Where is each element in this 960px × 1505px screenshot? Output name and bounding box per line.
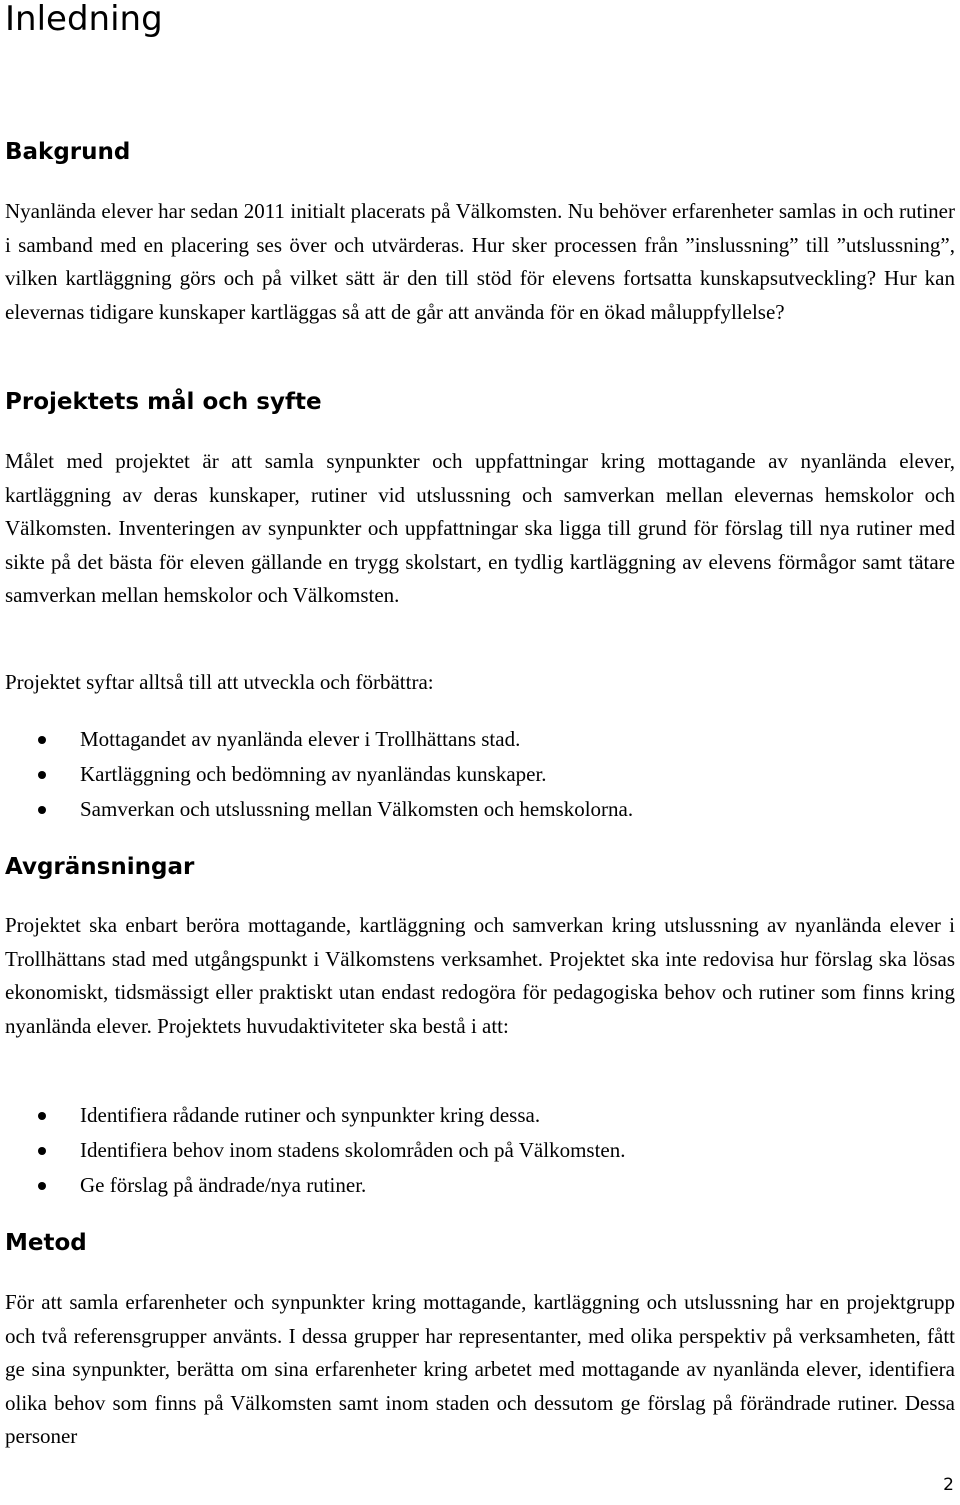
paragraph-metod: För att samla erfarenheter och synpunkter kring mottagande, kartläggning och utslussning har en projektgrupp och två referensgrupper använts. I dessa grupper har representanter, med olika perspektiv på verksamheten, fått ge sina synpunkter, berätta om sina erfarenheter kring arbetet med mottagande av nyanlända elever, identifiera olika behov som finns på Välkomsten samt inom staden och dessutom ge förslag på förändrade rutiner. Dessa personer — [5, 1290, 955, 1448]
paragraph-avgransningar: Projektet ska enbart beröra mottagande, kartläggning och samverkan kring utslussning av nyanlända elever i Trollhättans stad med utgångspunkt i Välkomstens verksamhet. Projektet ska inte redovisa hur förslag ska lösas ekonomiskt, tidsmässigt eller praktiskt utan endast redogöra för pedagogiska behov och rutiner som finns kring nyanlända elever. Projektets huvudaktiviteter ska bestå i att: — [5, 913, 955, 1038]
section-heading-avgransningar: Avgränsningar — [5, 854, 195, 880]
bullet-icon — [38, 1112, 46, 1120]
list-item: Identifiera rådande rutiner och synpunkter kring dessa. — [0, 1098, 950, 1133]
list-item: Kartläggning och bedömning av nyanländas kunskaper. — [0, 757, 950, 792]
list-item: Ge förslag på ändrade/nya rutiner. — [0, 1168, 950, 1203]
page-title: Inledning — [5, 0, 163, 39]
paragraph-bakgrund: Nyanlända elever har sedan 2011 initialt placerats på Välkomsten. Nu behöver erfarenheter samlas in och rutiner i samband med en placering ses över och utvärderas. Hur sker processen från ”inslussning” till ”utslussning”, vilken kartläggning görs och på vilket sätt är den till stöd för elevens fortsatta kunskapsutveckling? Hur kan elevernas tidigare kunskaper kartläggas så att de går att använda för en ökad måluppfyllelse? — [5, 199, 955, 324]
paragraph-syfte: Projektet syftar alltså till att utveckla och förbättra: — [5, 670, 434, 694]
list-item: Identifiera behov inom stadens skolområden och på Välkomsten. — [0, 1133, 950, 1168]
bullet-icon — [38, 806, 46, 814]
paragraph-mal: Målet med projektet är att samla synpunkter och uppfattningar kring mottagande av nyanlända elever, kartläggning av deras kunskaper, rutiner vid utslussning och samverkan mellan elevernas hemskolor och Välkomsten. Inventeringen av synpunkter och uppfattningar ska ligga till grund för förslag till nya rutiner med sikte på det bästa för eleven gällande en trygg skolstart, en tydlig kartläggning av elevens förmågor samt tätare samverkan mellan hemskolor och Välkomsten. — [5, 449, 955, 607]
bullet-icon — [38, 1147, 46, 1155]
section-heading-mal-och-syfte: Projektets mål och syfte — [5, 389, 322, 415]
bullet-icon — [38, 1182, 46, 1190]
list-item: Mottagandet av nyanlända elever i Trollhättans stad. — [0, 722, 950, 757]
list-aktiviteter — [0, 1098, 950, 1203]
list-syfte — [0, 722, 950, 827]
section-heading-bakgrund: Bakgrund — [5, 139, 131, 165]
list-item: Samverkan och utslussning mellan Välkomsten och hemskolorna. — [0, 792, 950, 827]
bullet-icon — [38, 771, 46, 779]
page-number: 2 — [943, 1475, 954, 1495]
bullet-icon — [38, 736, 46, 744]
section-heading-metod: Metod — [5, 1230, 87, 1256]
